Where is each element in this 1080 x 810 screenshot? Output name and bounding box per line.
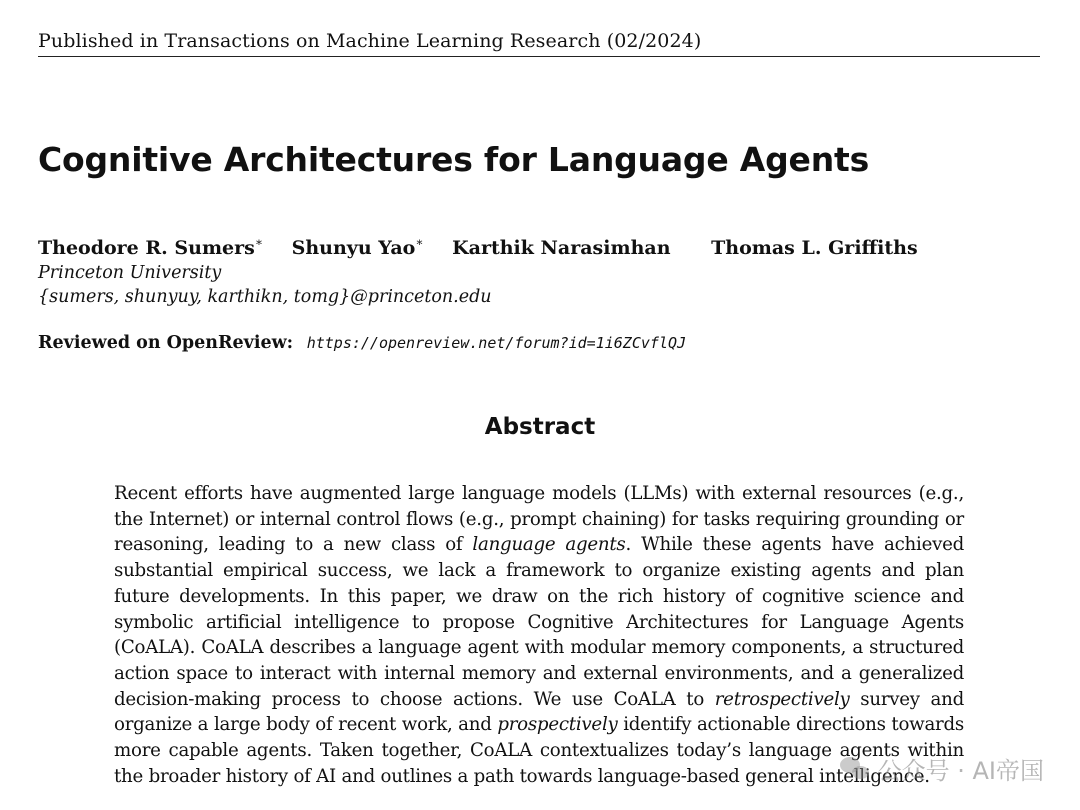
emphasis: language agents: [472, 534, 626, 556]
review-label: Reviewed on OpenReview:: [38, 333, 294, 353]
equal-contribution-mark: ∗: [415, 235, 424, 249]
emphasis: prospectively: [497, 714, 618, 736]
author-name: Thomas L. Griffiths: [711, 237, 918, 260]
watermark: [840, 751, 1044, 786]
author-list: [38, 236, 940, 259]
openreview-link[interactable]: https://openreview.net/forum?id=1i6ZCvflQJ: [306, 334, 687, 352]
author-name: Shunyu Yao∗: [291, 235, 424, 260]
running-header: Published in Transactions on Machine Learning Research (02/2024): [38, 30, 1040, 57]
author-name: Karthik Narasimhan: [452, 237, 671, 260]
review-line: [38, 333, 686, 353]
author-name: Theodore R. Sumers∗: [38, 235, 263, 260]
affiliation: Princeton University: [38, 263, 222, 283]
wechat-icon: [840, 757, 870, 781]
abstract-body: Recent efforts have augmented large language models (LLMs) with external resources (e.g., the Internet) or internal control flows (e.g., prompt chaining) for tasks requiring grounding or reasoning, leading to a new class of language agents. While these agents have achieved substantial empirical success, we lack a framework to organize existing agents and plan future developments. In this paper, we draw on the rich history of cognitive science and symbolic artificial intelligence to propose Cognitive Architectures for Language Agents (CoALA). CoALA describes a language agent with modular memory components, a structured action space to interact with internal memory and external environments, and a generalized decision-making process to choose actions. We use CoALA to retrospectively survey and organize a large body of recent work, and prospectively identify actionable directions towards more capable agents. Taken together, CoALA contextualizes today’s language agents within the broader history of AI and outlines a path towards language-based general intelligence.: [114, 483, 965, 787]
emphasis: retrospectively: [714, 688, 850, 710]
paper-title: Cognitive Architectures for Language Agents: [38, 140, 870, 179]
author-emails: {sumers, shunyuy, karthikn, tomg}@princeton.edu: [38, 287, 492, 307]
equal-contribution-mark: ∗: [254, 235, 263, 249]
watermark-text: 公众号 · AI帝国: [877, 757, 1044, 785]
abstract-heading: Abstract: [484, 414, 596, 440]
